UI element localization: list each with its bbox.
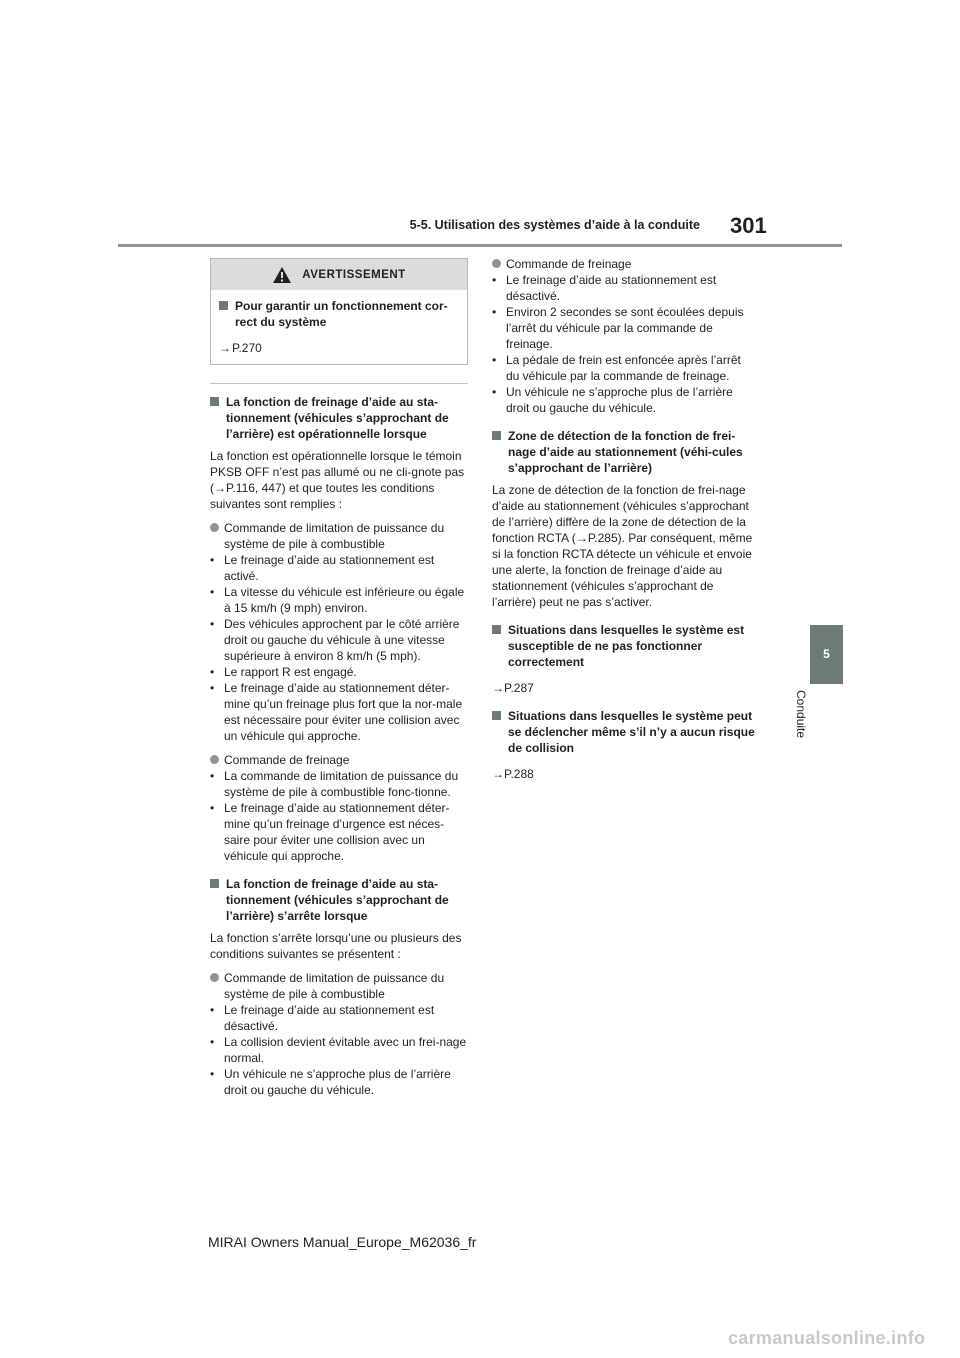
warning-ref-text: P.270 xyxy=(232,341,262,355)
condition-title-text: Commande de limitation de puissance du système de pile à combustible xyxy=(224,971,445,1001)
arrow-right-icon: → xyxy=(575,531,588,545)
circle-bullet-icon xyxy=(210,755,219,764)
list-item-text: Le freinage d’aide au stationnement est désactivé. xyxy=(224,1003,435,1033)
condition-title-text: Commande de freinage xyxy=(506,257,632,271)
list-item-text: Le freinage d’aide au stationnement est activé. xyxy=(224,553,435,583)
arrow-right-icon: → xyxy=(214,481,226,495)
section-not-functioning xyxy=(492,622,756,696)
section-ref-text: P.288 xyxy=(504,767,534,781)
condition-group xyxy=(210,752,468,864)
list-item-text: Le rapport R est engagé. xyxy=(224,665,357,679)
warning-item-text: Pour garantir un fonctionnement cor-rect du système xyxy=(235,299,448,329)
circle-bullet-icon xyxy=(210,973,219,982)
condition-group xyxy=(492,256,756,416)
list-item: • Des véhicules approchent par le côté arrière droit ou gauche du véhicule à une vitesse supérieure à environ 8 km/h (5 mph). xyxy=(210,616,468,664)
list-item-text: Le freinage d’aide au stationnement est désactivé. xyxy=(506,273,717,303)
section-paragraph: La fonction s’arrête lorsqu’une ou plusieurs des conditions suivantes se présentent : xyxy=(210,931,462,961)
watermark[interactable]: carmanualsonline.info xyxy=(728,1328,926,1348)
square-bullet-icon xyxy=(492,711,501,720)
condition-group xyxy=(210,520,468,744)
square-bullet-icon xyxy=(210,879,219,888)
list-item: • Le freinage d’aide au stationnement déter-mine qu’un freinage d’urgence est néces-saire pour éviter une collision avec un véhicule qui approche. xyxy=(210,800,468,864)
section-heading-text: La fonction de freinage d’aide au sta-tionnement (véhicules s’approchant de l’arrière) s’arrête lorsque xyxy=(226,877,449,923)
condition-title-text: Commande de freinage xyxy=(224,753,350,767)
list-item-text: Un véhicule ne s’approche plus de l’arrière droit ou gauche du véhicule. xyxy=(224,1067,451,1097)
section-false-trigger xyxy=(492,708,756,782)
section-heading-text: La fonction de freinage d’aide au sta-tionnement (véhicules s’approchant de l’arrière) est opérationnelle lorsque xyxy=(226,395,449,441)
section-detection-zone xyxy=(492,428,756,610)
left-column xyxy=(210,258,468,1106)
warning-header xyxy=(211,259,467,290)
section-ref[interactable] xyxy=(492,680,756,696)
right-column xyxy=(492,256,756,790)
paragraph-text: La zone de détection de la fonction de frei-nage d’aide au stationnement (véhicules s’approchant de l’arrière) diffère de la zone de détection de la fonction RCTA ( xyxy=(492,483,749,545)
square-bullet-icon xyxy=(210,397,219,406)
paragraph-ref[interactable]: P.116, 447) et que toutes les conditions suivantes sont remplies : xyxy=(210,481,435,511)
page-number: 301 xyxy=(730,213,767,238)
list-item: • La collision devient évitable avec un frei-nage normal. xyxy=(210,1035,467,1065)
section-heading xyxy=(492,708,756,756)
section-paragraph xyxy=(492,482,756,610)
list-item: • La vitesse du véhicule est inférieure ou égale à 15 km/h (9 mph) environ. xyxy=(210,584,468,616)
list-item-text: Un véhicule ne s’approche plus de l’arrière droit ou gauche du véhicule. xyxy=(506,385,733,415)
condition-title xyxy=(210,970,468,1002)
section-paragraph xyxy=(210,448,468,512)
arrow-right-icon: → xyxy=(219,341,231,355)
section-heading xyxy=(210,394,468,442)
chapter-tab[interactable]: 5 xyxy=(810,625,843,684)
warning-item xyxy=(219,298,459,330)
section-heading-text: Situations dans lesquelles le système peut se déclencher même s’il n’y a aucun risque de collision xyxy=(508,709,755,755)
list-item: • Le freinage d’aide au stationnement déter-mine qu’un freinage plus fort que la nor-male est nécessaire pour éviter une collision avec un véhicule qui approche. xyxy=(210,680,468,744)
list-item: • Le freinage d’aide au stationnement est désactivé. xyxy=(210,1002,468,1034)
warning-title: AVERTISSEMENT xyxy=(302,268,406,281)
warning-ref[interactable] xyxy=(219,340,459,356)
chapter-label: Conduite xyxy=(794,690,808,739)
section-heading xyxy=(210,876,468,924)
list-item: • Un véhicule ne s’approche plus de l’arrière droit ou gauche du véhicule. xyxy=(492,384,756,416)
warning-body xyxy=(211,290,467,364)
header-rule xyxy=(118,244,842,247)
list-item-text: Le freinage d’aide au stationnement déter-mine qu’un freinage plus fort que la nor-male est nécessaire pour éviter une collision avec un véhicule qui approche. xyxy=(224,681,463,743)
list-item-text: La collision devient évitable avec un frei-nage normal. xyxy=(224,1035,467,1065)
condition-title-text: Commande de limitation de puissance du système de pile à combustible xyxy=(224,521,445,551)
arrow-right-icon: → xyxy=(492,767,504,781)
list-item-text: Le freinage d’aide au stationnement déter-mine qu’un freinage d’urgence est néces-saire pour éviter une collision avec un véhicule qui approche. xyxy=(224,801,450,863)
list-item-text: Des véhicules approchent par le côté arrière droit ou gauche du véhicule à une vitesse supérieure à environ 8 km/h (5 mph). xyxy=(224,617,460,663)
circle-bullet-icon xyxy=(492,259,501,268)
square-bullet-icon xyxy=(219,301,228,310)
list-item: • Le freinage d’aide au stationnement est activé. xyxy=(210,552,468,584)
list-item-text: La pédale de frein est enfoncée après l’arrêt du véhicule par la commande de freinage. xyxy=(506,353,741,383)
condition-group xyxy=(210,970,468,1098)
footer-text: MIRAI Owners Manual_Europe_M62036_fr xyxy=(208,1234,477,1250)
square-bullet-icon xyxy=(492,431,501,440)
section-ref[interactable] xyxy=(492,766,756,782)
section-heading-text: Zone de détection de la fonction de frei-nage d’aide au stationnement (véhi-cules s’approchant de l’arrière) xyxy=(508,429,743,475)
section-heading xyxy=(492,428,756,476)
list-item: • Environ 2 secondes se sont écoulées depuis l’arrêt du véhicule par la commande de freinage. xyxy=(492,304,756,352)
paragraph-text: La fonction est opérationnelle lorsque le témoin PKSB OFF n’est pas allumé ou ne cli-gnote pas ( xyxy=(210,449,465,495)
list-item: • Un véhicule ne s’approche plus de l’arrière droit ou gauche du véhicule. xyxy=(210,1066,468,1098)
list-item: • Le freinage d’aide au stationnement est désactivé. xyxy=(492,272,756,304)
square-bullet-icon xyxy=(492,625,501,634)
list-item: • Le rapport R est engagé. xyxy=(210,665,357,679)
condition-title xyxy=(210,520,468,552)
circle-bullet-icon xyxy=(210,523,219,532)
separator xyxy=(210,383,468,384)
list-item: • La commande de limitation de puissance du système de pile à combustible fonc-tionne. xyxy=(210,768,468,800)
condition-title xyxy=(210,752,468,768)
list-item-text: Environ 2 secondes se sont écoulées depuis l’arrêt du véhicule par la commande de freinage. xyxy=(506,305,744,351)
warning-box xyxy=(210,258,468,365)
section-ref-text: P.287 xyxy=(504,681,534,695)
section-stops xyxy=(210,876,468,1098)
condition-title xyxy=(492,256,756,272)
arrow-right-icon: → xyxy=(492,681,504,695)
section-title: 5-5. Utilisation des systèmes d’aide à la conduite xyxy=(409,218,700,232)
section-heading xyxy=(492,622,756,670)
warning-triangle-icon xyxy=(272,266,292,284)
list-item-text: La commande de limitation de puissance du système de pile à combustible fonc-tionne. xyxy=(224,769,459,799)
section-heading-text: Situations dans lesquelles le système est susceptible de ne pas fonctionner correctement xyxy=(508,623,745,669)
section-operational xyxy=(210,394,468,864)
paragraph-ref[interactable]: P.285). Par conséquent, même si la fonction RCTA détecte un véhicule et envoie une alerte, la fonction de freinage d’aide au stationnement (véhicules s’approchant de l’arrière) peut ne pas s’activer. xyxy=(492,531,753,609)
list-item-text: La vitesse du véhicule est inférieure ou égale à 15 km/h (9 mph) environ. xyxy=(224,585,465,615)
list-item: • La pédale de frein est enfoncée après l’arrêt du véhicule par la commande de freinage. xyxy=(492,352,756,384)
